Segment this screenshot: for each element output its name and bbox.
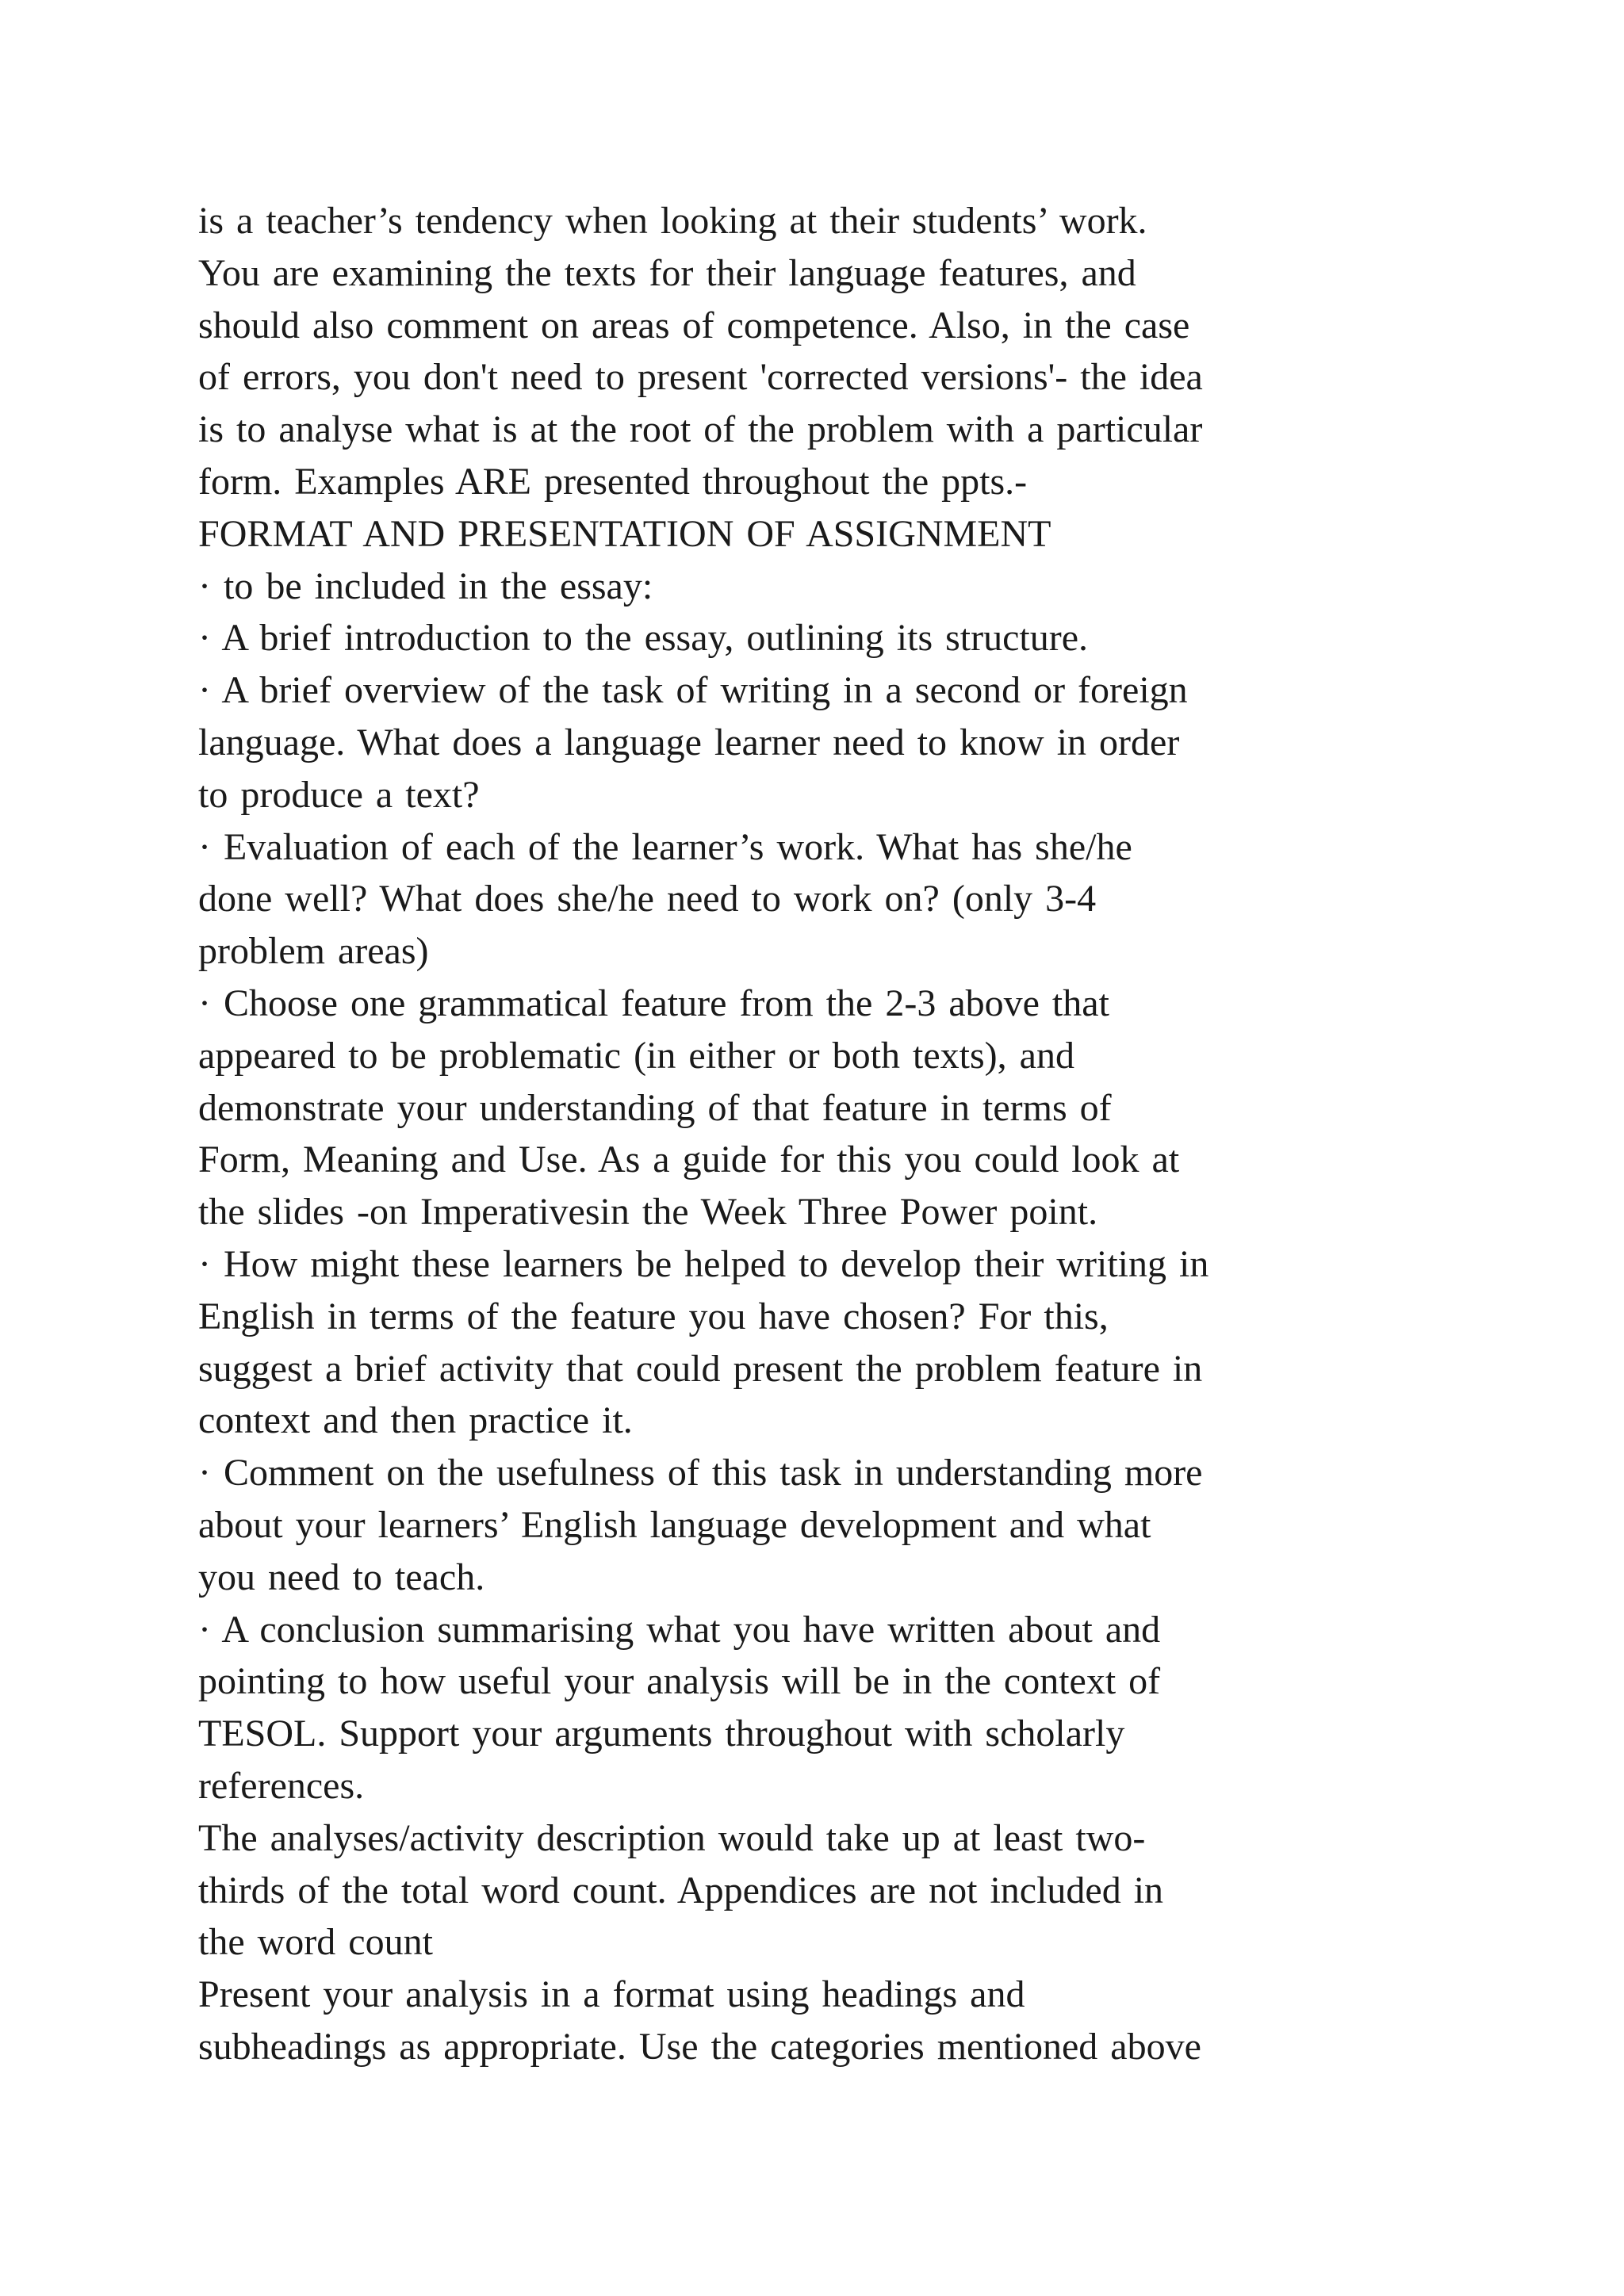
text-line: context and then practice it. — [198, 1399, 633, 1442]
text-line: TESOL. Support your arguments throughout with scholarly — [198, 1712, 1125, 1755]
text-line: problem areas) — [198, 930, 429, 973]
text-line: Present your analysis in a format using headings and — [198, 1973, 1025, 2016]
bullet-item: · A conclusion summarising what you have written about and — [198, 1608, 1161, 1651]
text-line: of errors, you don't need to present 'corrected versions'- the idea — [198, 356, 1203, 399]
text-line: The analyses/activity description would take up at least two- — [198, 1816, 1146, 1859]
text-line: You are examining the texts for their language features, and — [198, 251, 1136, 294]
text-line: thirds of the total word count. Appendices are not included in — [198, 1869, 1164, 1911]
bullet-item: · Comment on the usefulness of this task in understanding more — [198, 1452, 1203, 1494]
bullet-item: · A brief introduction to the essay, outlining its structure. — [198, 617, 1089, 660]
text-line: the slides -on Imperativesin the Week Three Power point. — [198, 1191, 1098, 1234]
section-heading: FORMAT AND PRESENTATION OF ASSIGNMENT — [198, 512, 1051, 555]
text-line: references. — [198, 1764, 365, 1807]
text-line: is to analyse what is at the root of the problem with a particular — [198, 408, 1203, 451]
text-line: to produce a text? — [198, 773, 480, 816]
text-line: done well? What does she/he need to work on? (only 3-4 — [198, 878, 1097, 920]
bullet-item: · Evaluation of each of the learner’s work. What has she/he — [198, 825, 1132, 868]
text-line: should also comment on areas of competence. Also, in the case — [198, 304, 1190, 346]
text-line: is a teacher’s tendency when looking at their students’ work. — [198, 200, 1147, 242]
text-line: demonstrate your understanding of that feature in terms of — [198, 1086, 1112, 1129]
text-line: pointing to how useful your analysis will be in the context of — [198, 1660, 1161, 1703]
document-body-text — [198, 195, 1507, 2073]
text-line: Form, Meaning and Use. As a guide for this you could look at — [198, 1138, 1180, 1181]
bullet-item: · A brief overview of the task of writing in a second or foreign — [198, 669, 1188, 712]
text-line: suggest a brief activity that could present the problem feature in — [198, 1347, 1203, 1390]
text-line: form. Examples ARE presented throughout the ppts.- — [198, 460, 1028, 503]
text-line: appeared to be problematic (in either or both texts), and — [198, 1034, 1074, 1077]
bullet-item: · to be included in the essay: — [198, 564, 653, 607]
text-line: the word count — [198, 1921, 433, 1964]
bullet-item: · How might these learners be helped to develop their writing in — [198, 1242, 1209, 1285]
text-line: about your learners’ English language development and what — [198, 1503, 1151, 1546]
bullet-item: · Choose one grammatical feature from the 2-3 above that — [198, 982, 1109, 1024]
text-line: English in terms of the feature you have chosen? For this, — [198, 1295, 1109, 1337]
text-line: you need to teach. — [198, 1556, 485, 1598]
text-line: language. What does a language learner need to know in order — [198, 721, 1180, 763]
text-line: subheadings as appropriate. Use the categories mentioned above — [198, 2025, 1201, 2068]
